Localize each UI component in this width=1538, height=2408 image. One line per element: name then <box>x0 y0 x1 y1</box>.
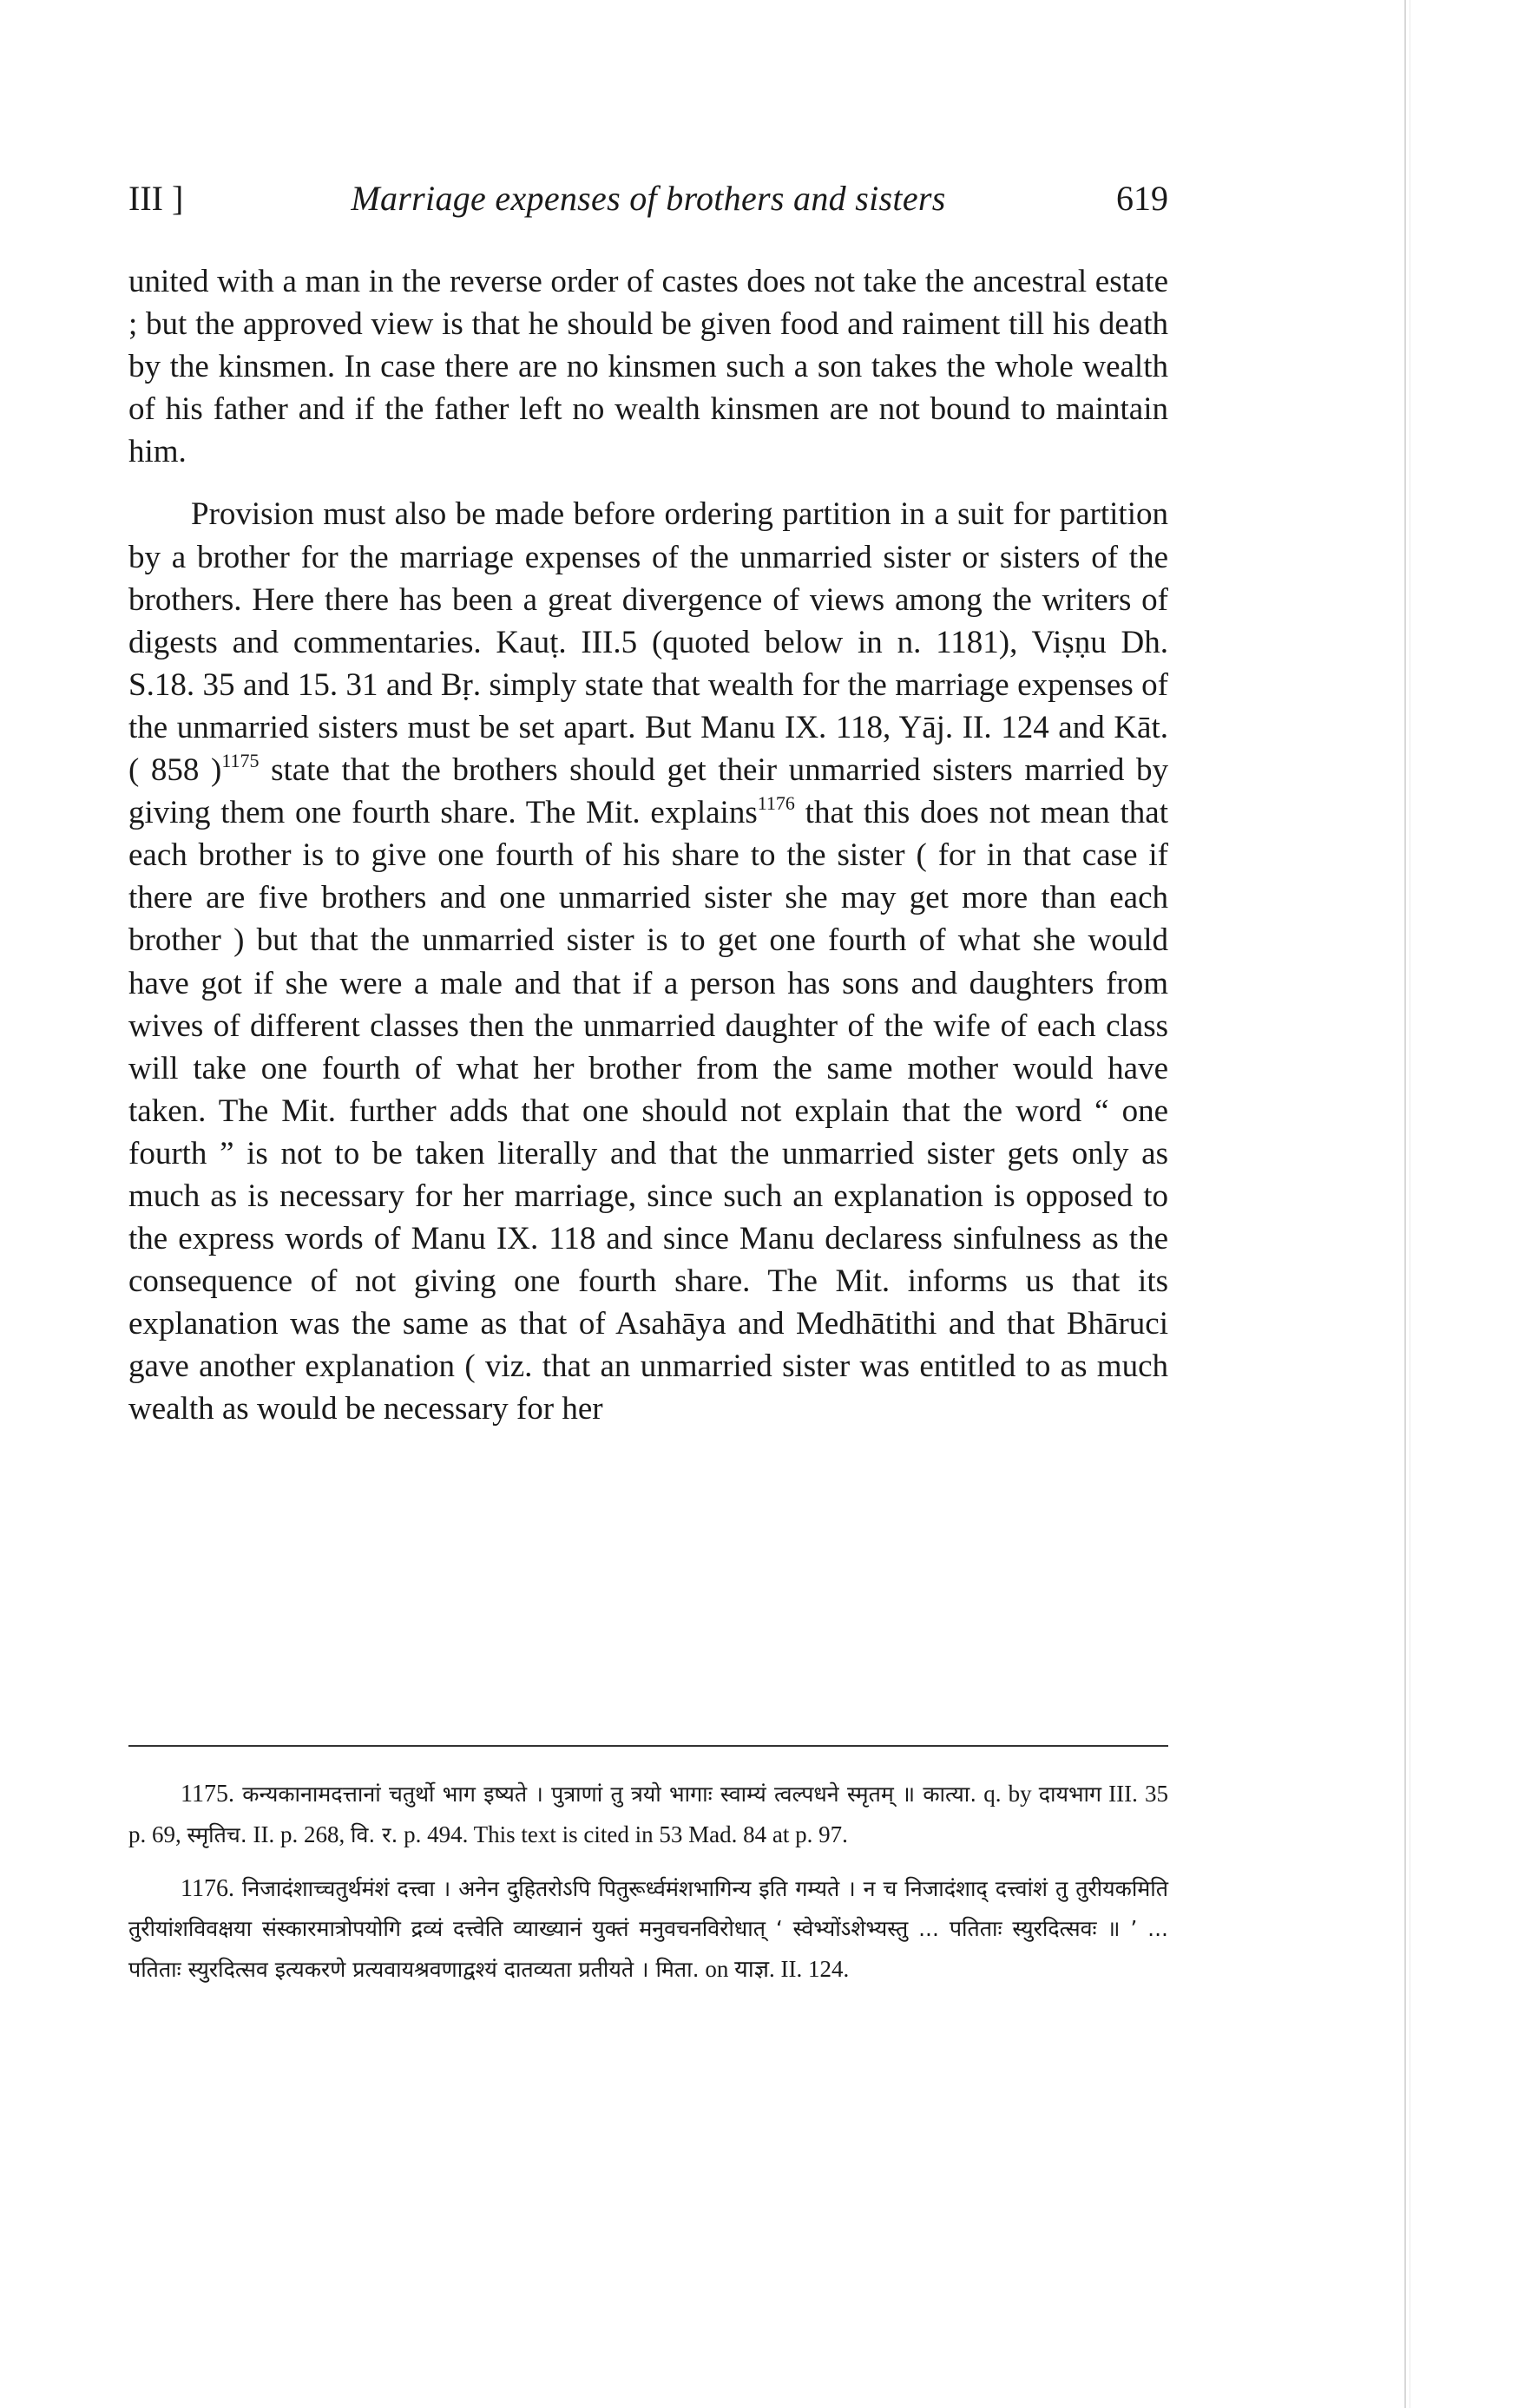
main-text <box>128 260 1168 1431</box>
footnote-number: 1176. <box>181 1875 234 1902</box>
footnote-citation: III. 35 p. 69, <box>128 1781 1168 1847</box>
running-head <box>128 178 1168 223</box>
footnote-number: 1175. <box>181 1781 234 1808</box>
footnote-ref-1175: 1175 <box>221 750 260 772</box>
footnotes <box>128 1774 1168 1990</box>
footnote-citation: q. by <box>976 1781 1039 1807</box>
footnote-1176 <box>128 1869 1168 1990</box>
footnote-sanskrit: वि. र. <box>350 1822 398 1847</box>
footnote-citation: on याज्ञ. II. 124. <box>699 1956 850 1982</box>
footnote-sanskrit: कन्यकानामदत्तानां चतुर्थो भाग इष्यते । पुत्राणां तु त्रयो भागाः स्वाम्यं त्वल्पधने स्मृतम् ॥ कात्या. <box>242 1781 977 1807</box>
paragraph-continuation: united with a man in the reverse order of castes does not take the ancestral estate ; but the approved view is that he should be given food and raiment till his death by the kinsmen. In case there are no kinsmen such a son takes the whole wealth of his father and if the father left no wealth kinsmen are not bound to maintain him. <box>128 264 1168 470</box>
paragraph-text: state that the brothers should get their unmarried sisters married by giving them one fourth share. The Mit. explains <box>128 752 1168 831</box>
running-title: Marriage expenses of brothers and sisters <box>351 179 946 218</box>
scan-edge-line <box>1404 0 1406 2408</box>
page-number: 619 <box>1116 179 1168 218</box>
footnote-sanskrit: दायभाग <box>1038 1781 1102 1807</box>
paragraph-text: that this does not mean that each brother is to give one fourth of his share to the sister ( for in that case if there are five brothers and one unmarried sister she may get more than each brother ) but that the unmarried sister is to get one fourth of what she would have got if she were a male and that if a person has sons and daughters from wives of different classes then the unmarried daughter of the wife of each class will take one fourth of what her brother from the same mother would have taken. The Mit. further adds that one should not explain that the word “ one fourth ” is not to be taken literally and that the unmarried sister gets only as much as is necessary for her marriage, since such an explanation is opposed to the express words of Manu IX. 118 and since Manu declaress sinfulness as the consequence of not giving one fourth share. The Mit. informs us that its explanation was the same as that of Asahāya and Medhātithi and that Bhāruci gave another explanation ( viz. that an unmarried sister was entitled to as much wealth as would be necessary for her <box>128 795 1168 1427</box>
footnote-citation: II. p. 268, <box>246 1821 351 1847</box>
footnote-citation: p. 494. This text is cited in 53 Mad. 84 at p. 97. <box>398 1821 848 1847</box>
footnote-1175 <box>128 1774 1168 1855</box>
footnote-sanskrit: स्मृतिच. <box>187 1822 247 1847</box>
chapter-number: III ] <box>128 179 184 218</box>
paragraph-provision <box>128 493 1168 1430</box>
footnote-ref-1176: 1176 <box>757 792 795 815</box>
footnote-sanskrit: निजादंशाच्चतुर्थमंशं दत्त्वा । अनेन दुहितरोऽपि पितुरूर्ध्वमंशभागिन्य इति गम्यते । न च निजादंशाद् दत्त्वांशं तु तुरीयकमिति तुरीयांशविवक्षया संस्कारमात्रोपयोगि द्रव्यं दत्त्वेति व्याख्यानं युक्तं मनुवचनविरोधात् ‘ स्वेभ्योंऽशेभ्यस्तु ... पतिताः स्युरदित्सवः ॥ ’ ... पतिताः स्युरदित्सव इत्यकरणे प्रत्यवायश्रवणाद्वश्यं दातव्यता प्रतीयते । मिता. <box>128 1876 1168 1982</box>
footnote-divider <box>128 1745 1168 1747</box>
paragraph-text: Provision must also be made before ordering partition in a suit for partition by a brother for the marriage expenses of the unmarried sister or sisters of the brothers. Here there has been a great divergence of views among the writers of digests and commentaries. Kauṭ. III.5 (quoted below in n. 1181), Viṣṇu Dh. S.18. 35 and 15. 31 and Bṛ. simply state that wealth for the marriage expenses of the unmarried sisters must be set apart. But Manu IX. 118, Yāj. II. 124 and Kāt. ( 858 ) <box>128 496 1168 789</box>
